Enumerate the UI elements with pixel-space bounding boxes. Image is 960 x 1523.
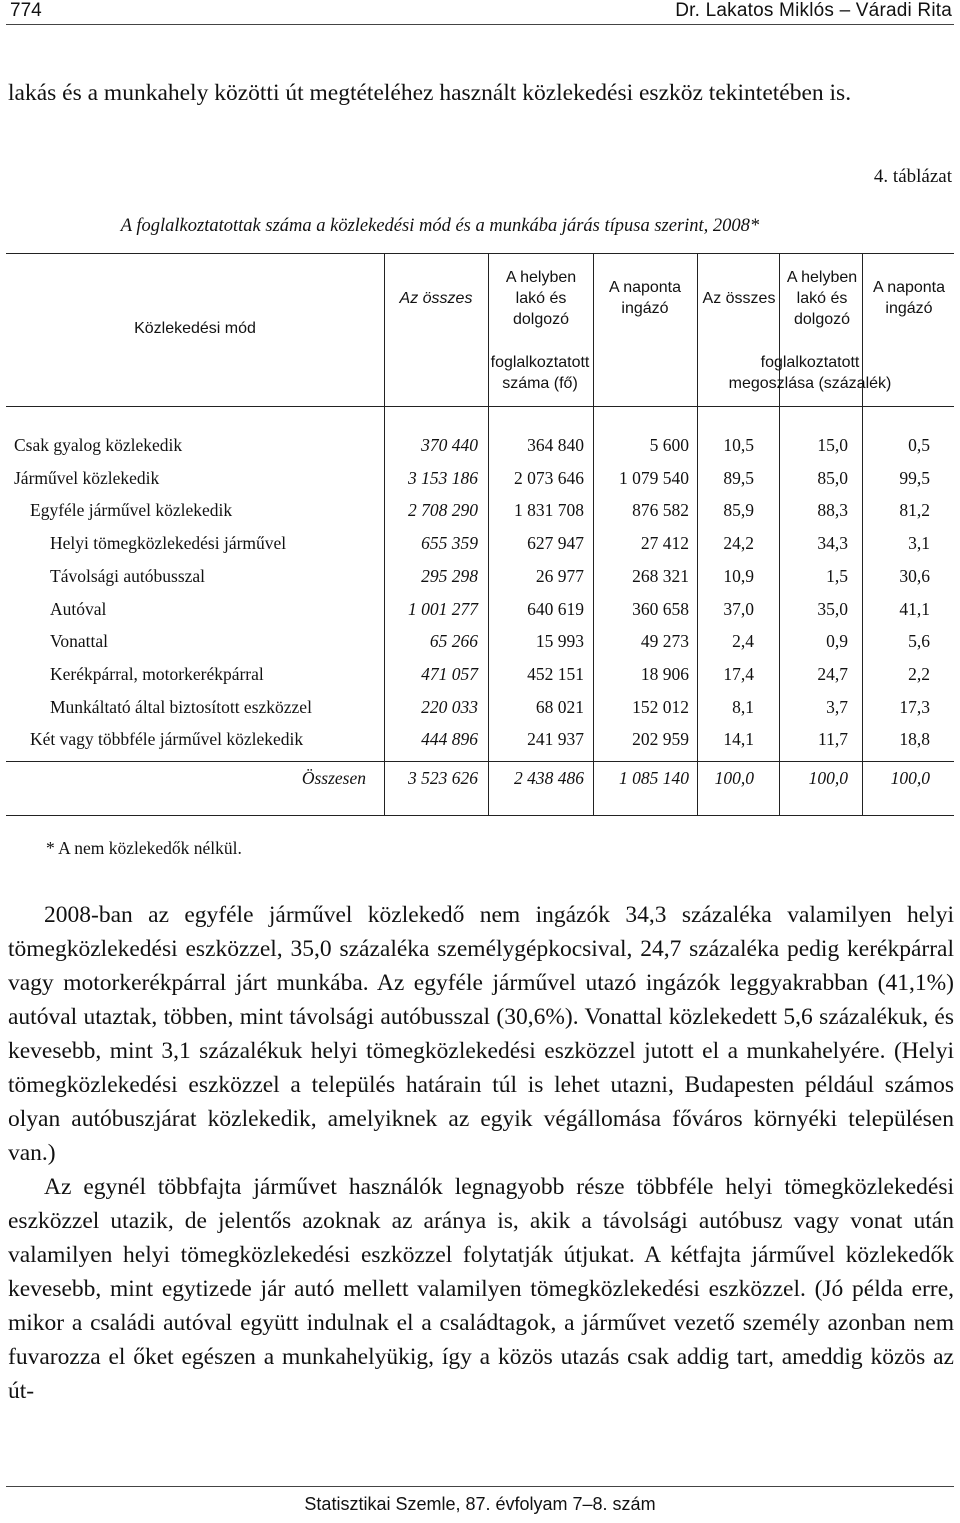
row-value-c3: 1 079 540	[619, 467, 689, 488]
header-col-commuter-share: A naponta ingázó	[872, 279, 946, 317]
row-label: Helyi tömegközlekedési járművel	[50, 533, 287, 554]
row-label: Járművel közlekedik	[14, 467, 160, 488]
row-value-c4: 37,0	[723, 598, 754, 619]
table-row	[0, 462, 960, 495]
row-value-c4: 17,4	[723, 663, 754, 684]
row-value-c2: 2 073 646	[514, 467, 584, 488]
total-c5: 100,0	[808, 768, 848, 788]
row-value-c6: 5,6	[908, 631, 930, 652]
row-value-c4: 10,5	[723, 435, 754, 455]
row-value-c3: 268 321	[632, 565, 689, 586]
page-number: 774	[10, 0, 42, 21]
row-value-c1: 471 057	[421, 663, 478, 684]
row-label: Csak gyalog közlekedik	[14, 435, 183, 455]
row-value-c2: 15 993	[535, 631, 584, 652]
row-value-c5: 35,0	[817, 598, 848, 619]
table-row	[0, 593, 960, 626]
row-value-c1: 295 298	[421, 565, 478, 586]
footer: Statisztikai Szemle, 87. évfolyam 7–8. szám	[304, 1494, 656, 1514]
row-label: Két vagy többféle járművel közlekedik	[30, 729, 304, 750]
row-value-c1: 3 153 186	[408, 467, 478, 488]
row-value-c1: 65 266	[429, 631, 478, 652]
row-value-c5: 85,0	[817, 467, 848, 488]
row-value-c6: 3,1	[908, 533, 930, 554]
row-value-c4: 14,1	[723, 729, 754, 750]
row-value-c4: 10,9	[723, 565, 754, 586]
row-value-c2: 26 977	[535, 565, 584, 586]
row-value-c5: 15,0	[817, 435, 848, 455]
row-value-c1: 220 033	[421, 696, 478, 717]
table-row	[0, 560, 960, 593]
row-value-c4: 2,4	[732, 631, 754, 652]
row-value-c6: 0,5	[908, 435, 930, 455]
table-bottom-rule	[6, 815, 954, 816]
row-value-c5: 11,7	[818, 729, 848, 750]
row-value-c6: 99,5	[899, 467, 930, 488]
row-value-c2: 364 840	[527, 435, 584, 455]
row-value-c5: 34,3	[817, 533, 848, 554]
total-c3: 1 085 140	[619, 768, 689, 788]
row-value-c2: 241 937	[527, 729, 584, 750]
table-row	[0, 429, 960, 462]
header-group-count: foglalkoztatott száma (fő)	[490, 354, 590, 392]
row-value-c5: 24,7	[817, 663, 848, 684]
row-value-c2: 452 151	[527, 663, 584, 684]
row-value-c3: 18 906	[640, 663, 689, 684]
table-row	[0, 527, 960, 560]
row-value-c6: 30,6	[899, 565, 930, 586]
table-row	[0, 494, 960, 527]
row-value-c1: 370 440	[421, 435, 478, 455]
total-c6: 100,0	[890, 768, 930, 788]
row-value-c1: 1 001 277	[408, 598, 478, 619]
total-label: Összesen	[301, 768, 366, 788]
table-row	[0, 658, 960, 691]
row-value-c5: 88,3	[817, 500, 848, 521]
table-top-rule	[6, 253, 954, 254]
header-col-commuter-count: A naponta ingázó	[608, 279, 682, 317]
table-number: 4. táblázat	[873, 166, 952, 187]
header-col-total-count: Az összes	[399, 290, 473, 307]
row-value-c6: 17,3	[899, 696, 930, 717]
table-caption: A foglalkoztatottak száma a közlekedési mód és a munkába járás típusa szerint, 2008*	[120, 216, 760, 236]
row-value-c6: 41,1	[899, 598, 930, 619]
header-col-total-share: Az összes	[702, 290, 776, 307]
table-row-total	[0, 762, 960, 795]
total-c1: 3 523 626	[408, 768, 478, 788]
row-value-c6: 18,8	[899, 729, 930, 750]
header-group-share: foglalkoztatott megoszlása (százalék)	[728, 354, 892, 392]
header-mode: Közlekedési mód	[134, 320, 256, 337]
row-value-c3: 49 273	[640, 631, 689, 652]
row-value-c3: 202 959	[632, 729, 689, 750]
row-value-c3: 360 658	[632, 598, 689, 619]
row-value-c2: 1 831 708	[514, 500, 584, 521]
table-row	[0, 691, 960, 724]
row-value-c6: 2,2	[908, 663, 930, 684]
row-value-c3: 5 600	[649, 435, 689, 455]
row-value-c1: 444 896	[421, 729, 478, 750]
row-value-c2: 68 021	[535, 696, 584, 717]
row-value-c3: 152 012	[632, 696, 689, 717]
row-value-c5: 0,9	[826, 631, 848, 652]
running-head: Dr. Lakatos Miklós – Váradi Rita	[675, 0, 952, 21]
row-value-c4: 89,5	[723, 467, 754, 488]
table-row	[0, 723, 960, 756]
row-label: Egyféle járművel közlekedik	[30, 500, 233, 521]
footer-rule	[6, 1486, 954, 1487]
header-col-local-share: A helyben lakó és dolgozó	[786, 269, 858, 328]
row-value-c5: 3,7	[826, 696, 848, 717]
row-label: Vonattal	[50, 631, 109, 652]
row-label: Autóval	[50, 598, 107, 619]
row-value-c3: 27 412	[640, 533, 689, 554]
row-value-c2: 640 619	[527, 598, 584, 619]
row-value-c5: 1,5	[826, 565, 848, 586]
row-value-c2: 627 947	[527, 533, 584, 554]
row-value-c6: 81,2	[899, 500, 930, 521]
row-value-c4: 24,2	[723, 533, 754, 554]
total-c4: 100,0	[714, 768, 754, 788]
header-col-local-count: A helyben lakó és dolgozó	[505, 269, 577, 328]
table-header-rule	[6, 406, 954, 407]
table-footnote: * A nem közlekedők nélkül.	[46, 838, 242, 858]
body-text	[8, 898, 954, 1408]
paragraph-2: Az egynél többfajta járművet használók legnagyobb része többféle helyi tömegközlekedési eszközzel utazik, de jelentős azoknak az aránya is, akik a távolsági autóbusz vagy vonat után valamilyen helyi tömegközlekedési eszközzel folytatják útjukat. A kétfajta járművel közlekedők kevesebb, mint egytizede jár autó mellett valamilyen tömegközlekedési eszközzel. (Jó példa erre, mikor a családi autóval együtt indulnak el a családtagok, a járművet vezető személy azonban nem fuvarozza el őket egészen a munkahelyükig, így a közös utazás csak addig tart, ameddig közös az út-	[8, 1174, 954, 1404]
intro-paragraph: lakás és a munkahely közötti út megtételéhez használt közlekedési eszköz tekintetében is.	[8, 80, 852, 106]
table-row	[0, 625, 960, 658]
row-value-c4: 8,1	[732, 696, 754, 717]
row-label: Munkáltató által biztosított eszközzel	[50, 696, 312, 717]
row-value-c1: 2 708 290	[408, 500, 478, 521]
row-value-c1: 655 359	[421, 533, 478, 554]
row-label: Kerékpárral, motorkerékpárral	[50, 663, 264, 684]
row-value-c4: 85,9	[723, 500, 754, 521]
row-value-c3: 876 582	[632, 500, 689, 521]
total-c2: 2 438 486	[514, 768, 584, 788]
row-label: Távolsági autóbusszal	[50, 565, 206, 586]
paragraph-1: 2008-ban az egyféle járművel közlekedő nem ingázók 34,3 százaléka valamilyen helyi tömegközlekedési eszközzel, 35,0 százaléka személygépkocsival, 24,7 százaléka pedig kerékpárral vagy motorkerékpárral járt munkába. Az egyféle járművel utazó ingázók leggyakrabban (41,1%) autóval utaztak, többen, mint távolsági autóbusszal (30,6%). Vonattal közlekedett 5,6 százalékuk, és kevesebb, mint 3,1 százalékuk helyi tömegközlekedési eszközzel jutott el a munkahelyére. (Helyi tömegközlekedési eszközzel a település határain túl is lehet utazni, Budapesten például számos olyan autóbuszjárat közlekedik, amelyiknek az egyik végállomása főváros környéki településen van.)	[8, 902, 954, 1166]
